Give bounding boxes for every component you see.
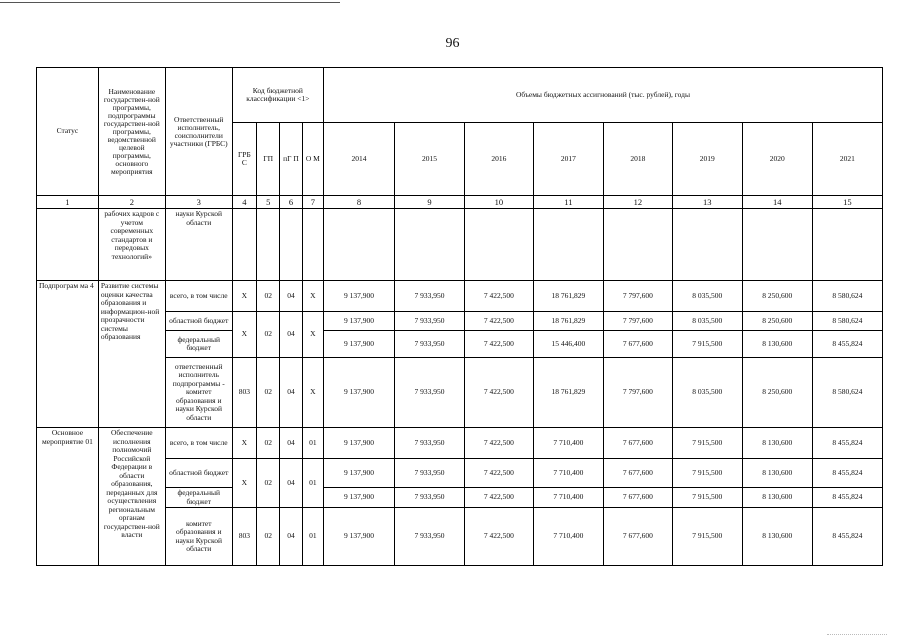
value-cell: 7 677,600 xyxy=(603,508,672,566)
code-om: 01 xyxy=(302,428,323,459)
value-cell: 7 933,950 xyxy=(394,358,464,428)
value-cell: 7 710,400 xyxy=(533,459,603,488)
header-pgp: пГ П xyxy=(280,123,302,196)
header-year: 2019 xyxy=(672,123,742,196)
col-number: 12 xyxy=(603,196,672,209)
value-cell: 9 137,900 xyxy=(323,459,394,488)
value-cell: 8 130,600 xyxy=(742,488,812,508)
row-responsible: областной бюджет xyxy=(165,459,232,488)
row-responsible: всего, в том числе xyxy=(165,281,232,312)
code-grbs: Х xyxy=(232,459,256,508)
value-cell: 18 761,829 xyxy=(533,281,603,312)
value-cell: 8 130,600 xyxy=(742,331,812,358)
value-cell: 7 933,950 xyxy=(394,508,464,566)
code-pgp: 04 xyxy=(280,508,302,566)
value-cell: 15 446,400 xyxy=(533,331,603,358)
col-number: 5 xyxy=(257,196,280,209)
value-cell: 8 250,600 xyxy=(742,312,812,331)
header-volumes: Объемы бюджетных ассигнований (тыс. рублей), годы xyxy=(323,68,882,123)
value-cell: 8 130,600 xyxy=(742,428,812,459)
value-cell: 7 915,500 xyxy=(672,488,742,508)
value-cell: 8 130,600 xyxy=(742,459,812,488)
header-budget-code: Код бюджетной классификации <1> xyxy=(232,68,323,123)
value-cell: 18 761,829 xyxy=(533,312,603,331)
value-cell: 7 797,600 xyxy=(603,358,672,428)
value-cell: 7 710,400 xyxy=(533,488,603,508)
row-responsible: федеральный бюджет xyxy=(165,331,232,358)
col-number: 4 xyxy=(232,196,256,209)
col-number: 1 xyxy=(37,196,99,209)
header-responsible: Ответственный исполнитель, соисполнители участники (ГРБС) xyxy=(165,68,232,196)
code-gp: 02 xyxy=(257,312,280,358)
code-grbs: Х xyxy=(232,281,256,312)
header-year: 2014 xyxy=(323,123,394,196)
header-gp: ГП xyxy=(257,123,280,196)
code-pgp: 04 xyxy=(280,281,302,312)
row-responsible: областной бюджет xyxy=(165,312,232,331)
header-year: 2021 xyxy=(812,123,882,196)
code-gp: 02 xyxy=(257,358,280,428)
continuation-responsible: науки Курской области xyxy=(165,209,232,281)
value-cell: 7 677,600 xyxy=(603,488,672,508)
value-cell: 8 250,600 xyxy=(742,358,812,428)
col-number: 14 xyxy=(742,196,812,209)
header-name: Наименование государствен-ной программы, подпрограммы государствен-ной программы, ведомственной целевой программы, основного мероприятия xyxy=(98,68,165,196)
code-om: Х xyxy=(302,358,323,428)
value-cell: 7 933,950 xyxy=(394,488,464,508)
col-number: 2 xyxy=(98,196,165,209)
header-year: 2020 xyxy=(742,123,812,196)
col-number: 8 xyxy=(323,196,394,209)
code-om: 01 xyxy=(302,459,323,508)
continuation-status xyxy=(37,209,99,281)
value-cell: 8 455,824 xyxy=(812,331,882,358)
header-year: 2018 xyxy=(603,123,672,196)
code-grbs: 803 xyxy=(232,508,256,566)
value-cell: 8 455,824 xyxy=(812,459,882,488)
value-cell: 7 422,500 xyxy=(464,428,533,459)
code-om: 01 xyxy=(302,508,323,566)
value-cell: 9 137,900 xyxy=(323,428,394,459)
code-om: Х xyxy=(302,312,323,358)
value-cell: 8 455,824 xyxy=(812,488,882,508)
top-rule xyxy=(0,2,340,3)
header-status: Статус xyxy=(37,68,99,196)
value-cell: 7 422,500 xyxy=(464,312,533,331)
col-number: 6 xyxy=(280,196,302,209)
header-grbs: ГРБ С xyxy=(232,123,256,196)
value-cell: 7 710,400 xyxy=(533,508,603,566)
header-year: 2017 xyxy=(533,123,603,196)
code-gp: 02 xyxy=(257,508,280,566)
page-number: 96 xyxy=(445,36,460,51)
code-gp: 02 xyxy=(257,281,280,312)
header-year: 2015 xyxy=(394,123,464,196)
sub4-status: Подпрограм ма 4 xyxy=(37,281,99,428)
code-grbs: Х xyxy=(232,312,256,358)
value-cell: 7 677,600 xyxy=(603,331,672,358)
code-grbs: Х xyxy=(232,428,256,459)
sub4-name: Развитие системы оценки качества образования и информацион-ной прозрачности системы образования xyxy=(98,281,165,428)
value-cell: 7 933,950 xyxy=(394,312,464,331)
value-cell: 9 137,900 xyxy=(323,331,394,358)
value-cell: 8 130,600 xyxy=(742,508,812,566)
value-cell: 8 580,624 xyxy=(812,312,882,331)
value-cell: 7 797,600 xyxy=(603,312,672,331)
value-cell: 7 677,600 xyxy=(603,428,672,459)
col-number: 15 xyxy=(812,196,882,209)
value-cell: 7 422,500 xyxy=(464,281,533,312)
col-number: 11 xyxy=(533,196,603,209)
value-cell: 9 137,900 xyxy=(323,508,394,566)
value-cell: 7 915,500 xyxy=(672,459,742,488)
col-number: 3 xyxy=(165,196,232,209)
value-cell: 7 933,950 xyxy=(394,281,464,312)
om01-status: Основное мероприятие 01 xyxy=(37,428,99,566)
value-cell: 7 422,500 xyxy=(464,331,533,358)
om01-name: Обеспечение исполнения полномочий Российской Федерации в области образования, переданных для осуществления региональным органам государствен-ной власти xyxy=(98,428,165,566)
value-cell: 7 933,950 xyxy=(394,331,464,358)
header-year: 2016 xyxy=(464,123,533,196)
value-cell: 8 580,624 xyxy=(812,281,882,312)
code-om: Х xyxy=(302,281,323,312)
bottom-dotted-mark xyxy=(827,634,887,636)
value-cell: 9 137,900 xyxy=(323,488,394,508)
value-cell: 9 137,900 xyxy=(323,281,394,312)
code-pgp: 04 xyxy=(280,312,302,358)
value-cell: 7 422,500 xyxy=(464,459,533,488)
value-cell: 9 137,900 xyxy=(323,358,394,428)
code-pgp: 04 xyxy=(280,358,302,428)
value-cell: 8 250,600 xyxy=(742,281,812,312)
row-responsible: комитет образования и науки Курской области xyxy=(165,508,232,566)
value-cell: 18 761,829 xyxy=(533,358,603,428)
code-pgp: 04 xyxy=(280,428,302,459)
value-cell: 8 455,824 xyxy=(812,428,882,459)
col-number: 10 xyxy=(464,196,533,209)
value-cell: 7 710,400 xyxy=(533,428,603,459)
table-row xyxy=(37,428,883,459)
value-cell: 8 035,500 xyxy=(672,358,742,428)
header-om: О М xyxy=(302,123,323,196)
value-cell: 7 915,500 xyxy=(672,331,742,358)
col-number: 9 xyxy=(394,196,464,209)
continuation-name: рабочих кадров с учетом современных стандартов и передовых технологий» xyxy=(98,209,165,281)
value-cell: 7 933,950 xyxy=(394,428,464,459)
value-cell: 8 580,624 xyxy=(812,358,882,428)
value-cell: 7 915,500 xyxy=(672,428,742,459)
row-responsible: всего, в том числе xyxy=(165,428,232,459)
code-gp: 02 xyxy=(257,459,280,508)
value-cell: 7 797,600 xyxy=(603,281,672,312)
value-cell: 7 422,500 xyxy=(464,358,533,428)
value-cell: 7 422,500 xyxy=(464,488,533,508)
value-cell: 7 422,500 xyxy=(464,508,533,566)
code-pgp: 04 xyxy=(280,459,302,508)
col-number: 13 xyxy=(672,196,742,209)
col-number: 7 xyxy=(302,196,323,209)
value-cell: 8 035,500 xyxy=(672,312,742,331)
value-cell: 9 137,900 xyxy=(323,312,394,331)
code-grbs: 803 xyxy=(232,358,256,428)
budget-table xyxy=(36,67,883,566)
value-cell: 7 933,950 xyxy=(394,459,464,488)
table-row xyxy=(37,281,883,312)
value-cell: 7 677,600 xyxy=(603,459,672,488)
row-responsible: федеральный бюджет xyxy=(165,488,232,508)
code-gp: 02 xyxy=(257,428,280,459)
value-cell: 7 915,500 xyxy=(672,508,742,566)
value-cell: 8 455,824 xyxy=(812,508,882,566)
value-cell: 8 035,500 xyxy=(672,281,742,312)
row-responsible: ответственный исполнитель подпрограммы - комитет образования и науки Курской области xyxy=(165,358,232,428)
